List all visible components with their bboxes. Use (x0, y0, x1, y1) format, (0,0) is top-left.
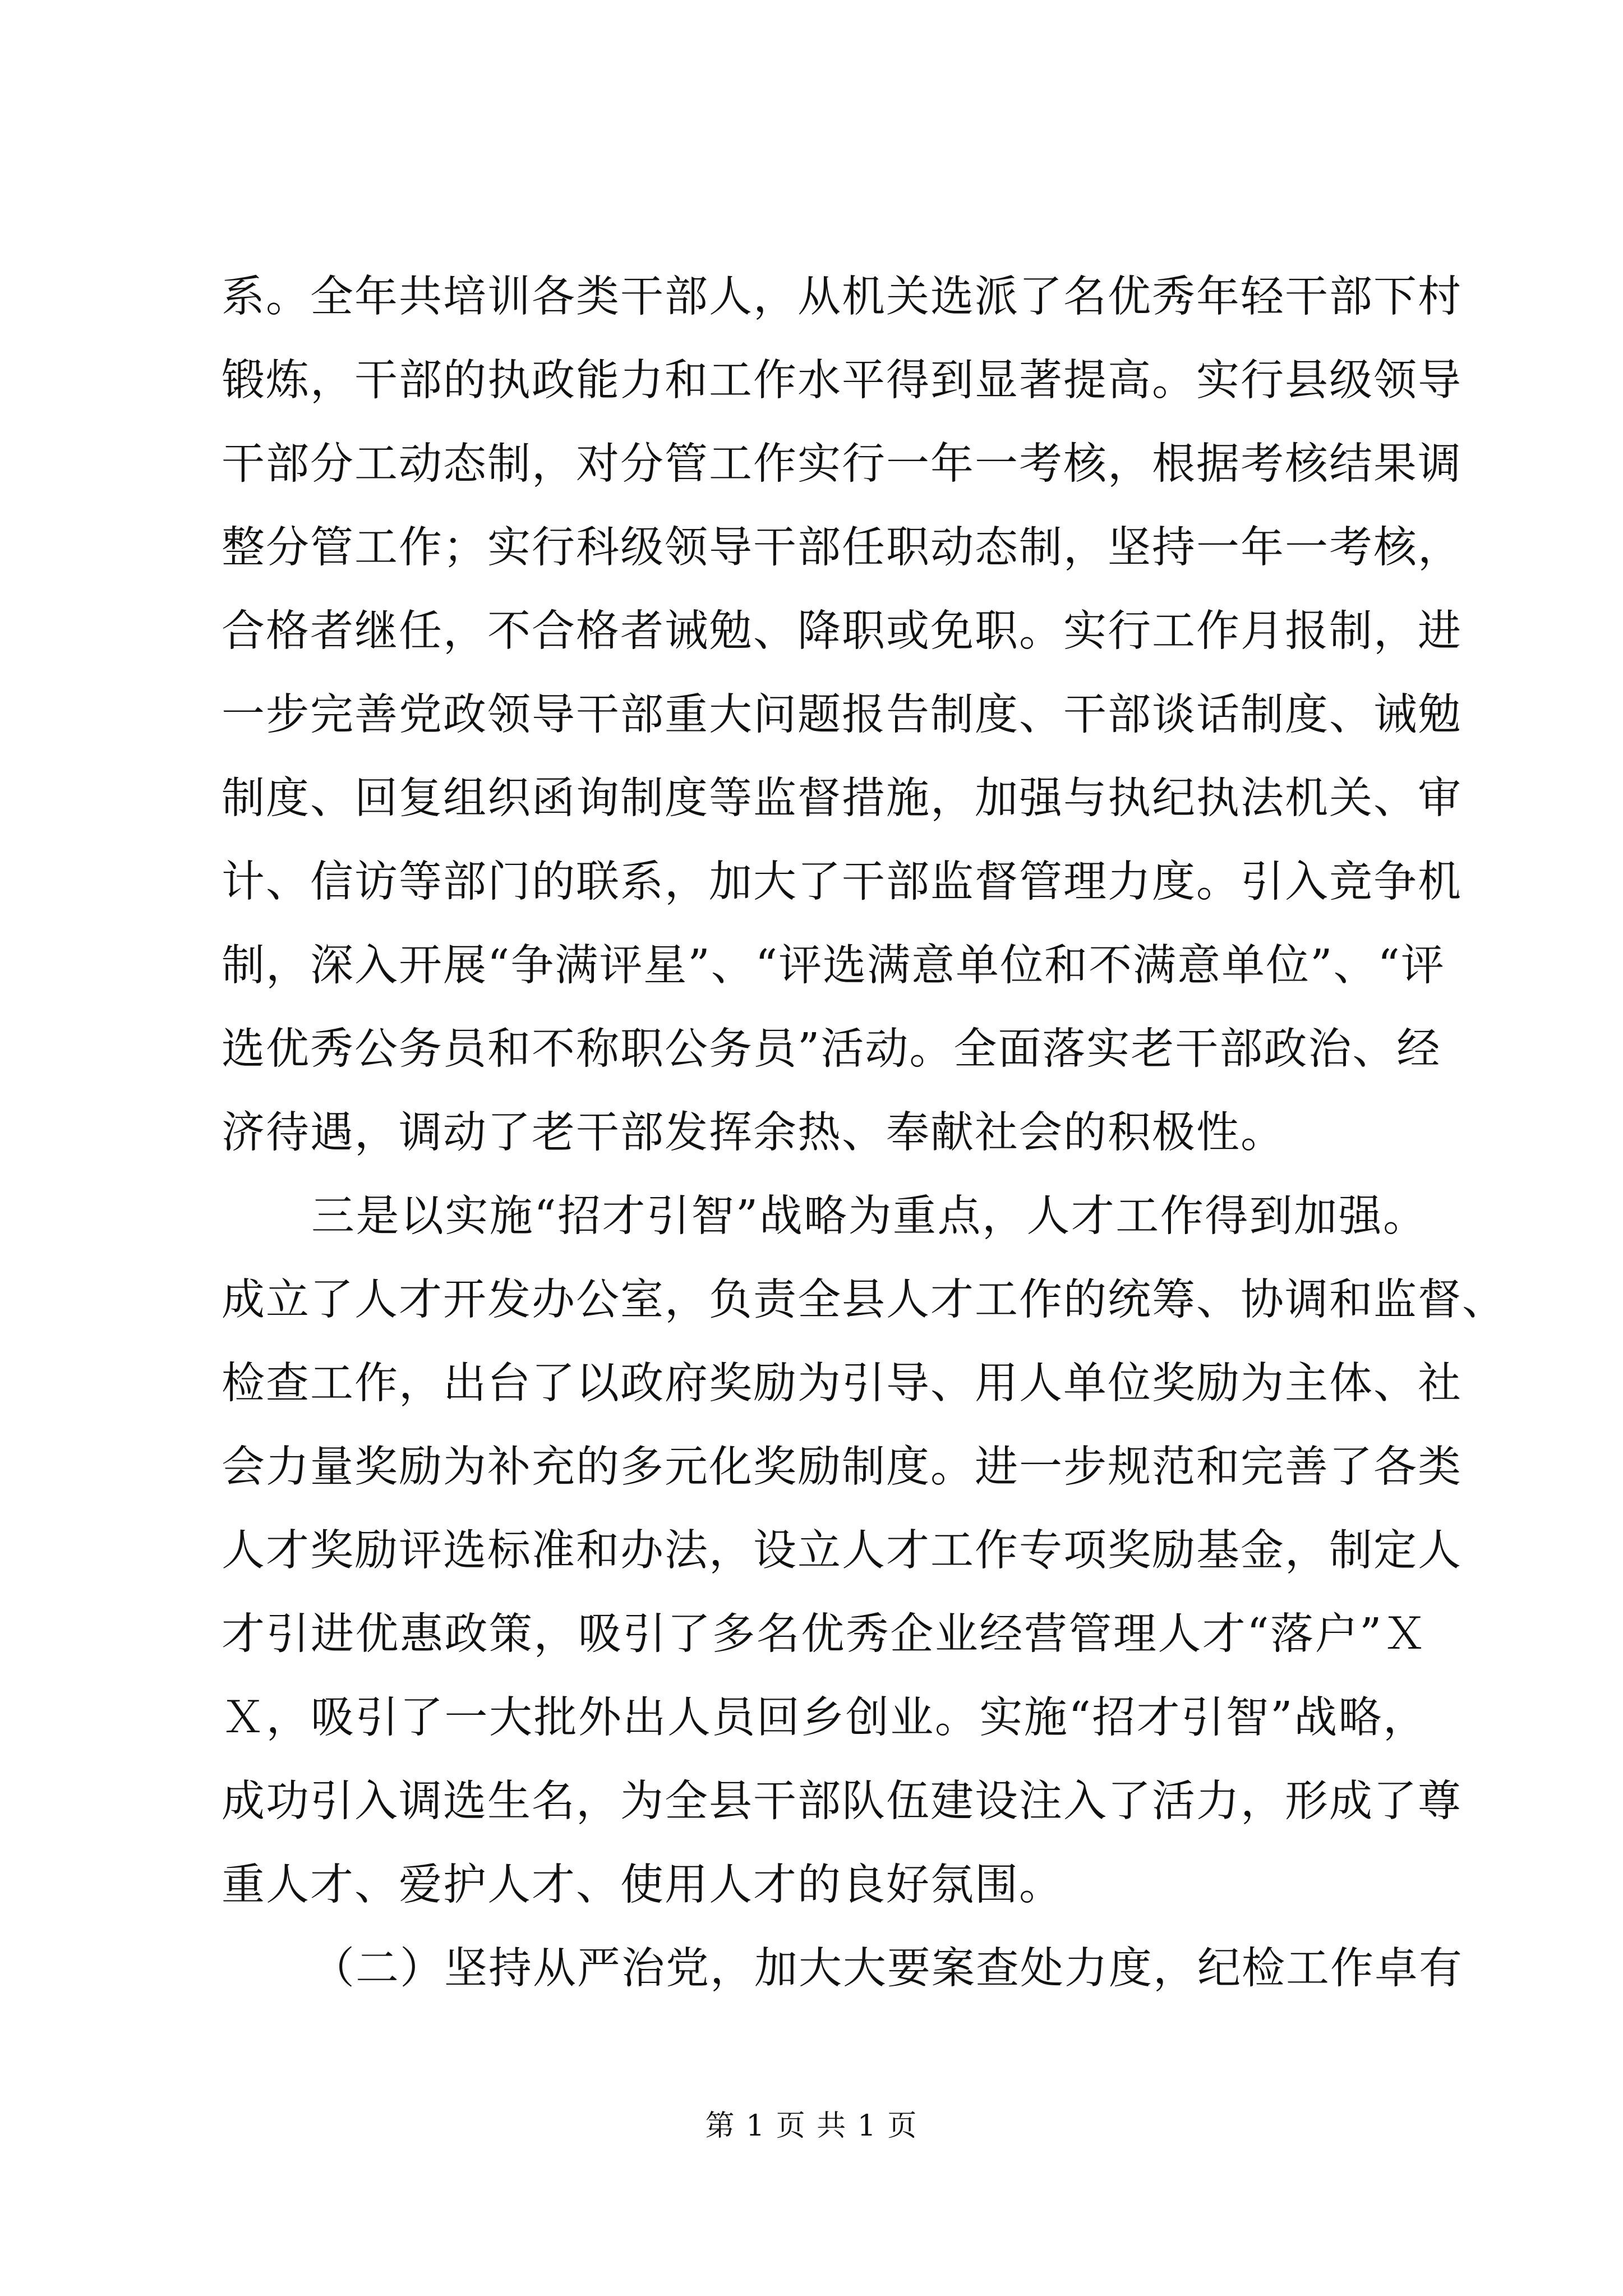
text-line: 系。全年共培训各类干部人，从机关选派了名优秀年轻干部下村 (222, 272, 1462, 322)
text-line: Ｘ，吸引了一大批外出人员回乡创业。实施“招才引智”战略， (222, 1693, 1427, 1743)
text-line: 人才奖励评选标准和办法，设立人才工作专项奖励基金，制定人 (222, 1526, 1462, 1576)
text-line: 一步完善党政领导干部重大问题报告制度、干部谈话制度、诫勉 (222, 690, 1462, 740)
text-line: 选优秀公务员和不称职公务员”活动。全面落实老干部政治、经 (222, 1024, 1441, 1074)
text-line: 干部分工动态制，对分管工作实行一年一考核，根据考核结果调 (222, 439, 1462, 489)
text-line: 锻炼，干部的执政能力和工作水平得到显著提高。实行县级领导 (222, 356, 1462, 406)
text-line: 会力量奖励为补充的多元化奖励制度。进一步规范和完善了各类 (222, 1442, 1462, 1492)
text-line: 三是以实施“招才引智”战略为重点，人才工作得到加强。 (311, 1191, 1427, 1241)
text-line: 济待遇，调动了老干部发挥余热、奉献社会的积极性。 (222, 1108, 1285, 1158)
document-body (222, 255, 1506, 2010)
paragraph (222, 1927, 1463, 2010)
page-footer: 第 1 页 共 1 页 (705, 2109, 918, 2143)
text-line: 计、信访等部门的联系，加大了干部监督管理力度。引入竞争机 (222, 857, 1462, 907)
text-line: （二）坚持从严治党，加大大要案查处力度，纪检工作卓有 (311, 1944, 1463, 1994)
text-line: 成功引入调选生名，为全县干部队伍建设注入了活力，形成了尊 (222, 1777, 1462, 1826)
text-line: 制，深入开展“争满评星”、“评选满意单位和不满意单位”、“评 (222, 941, 1445, 991)
text-line: 合格者继任，不合格者诫勉、降职或免职。实行工作月报制，进 (222, 606, 1462, 656)
text-line: 重人才、爱护人才、使用人才的良好氛围。 (222, 1860, 1063, 1910)
text-line: 才引进优惠政策，吸引了多名优秀企业经营管理人才“落户”Ｘ (222, 1609, 1427, 1659)
paragraph (222, 255, 1462, 1175)
text-line: 制度、回复组织函询制度等监督措施，加强与执纪执法机关、审 (222, 774, 1462, 823)
text-line: 成立了人才开发办公室，负责全县人才工作的统筹、协调和监督、 (222, 1275, 1506, 1325)
text-line: 整分管工作；实行科级领导干部任职动态制，坚持一年一考核， (222, 523, 1462, 573)
text-line: 检查工作，出台了以政府奖励为引导、用人单位奖励为主体、社 (222, 1359, 1462, 1409)
paragraph (222, 1175, 1506, 1927)
